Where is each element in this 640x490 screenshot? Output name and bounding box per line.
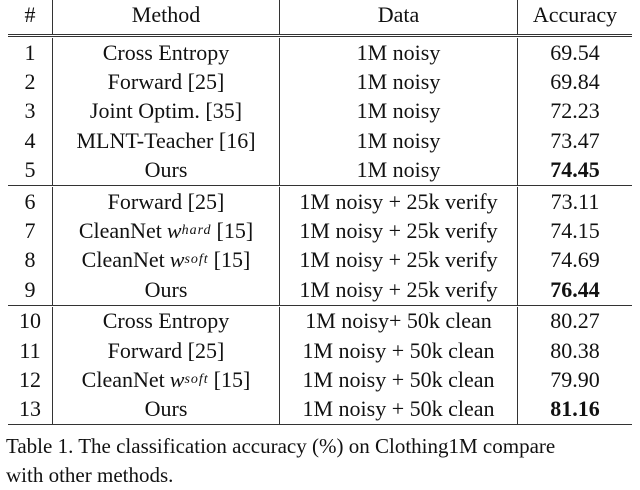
row-number: 9: [8, 275, 53, 304]
accuracy-value: 72.23: [550, 98, 600, 124]
accuracy-value: 69.54: [550, 39, 600, 65]
divider: [518, 30, 632, 34]
method-name: Forward [25]: [107, 337, 225, 363]
results-table: [8, 0, 632, 425]
data-cell: 1M noisy + 25k verify: [280, 246, 518, 275]
accuracy-cell: [518, 126, 632, 155]
row-number: 3: [8, 97, 53, 126]
accuracy-value: 69.84: [550, 69, 600, 95]
math-variable: w: [166, 218, 182, 244]
method-name: CleanNet: [81, 366, 165, 392]
data-cell: 1M noisy: [280, 67, 518, 96]
math-variable: w: [169, 247, 185, 273]
row-number: 13: [8, 395, 53, 424]
method-ref: [15]: [216, 218, 254, 244]
table-group: [8, 37, 632, 185]
accuracy-value: 80.38: [550, 337, 600, 363]
method-cell: [53, 246, 280, 275]
row-number: 7: [8, 216, 53, 245]
table-row: [8, 126, 632, 155]
accuracy-cell: [518, 216, 632, 245]
data-cell: 1M noisy + 25k verify: [280, 187, 518, 216]
divider: [8, 30, 53, 34]
method-name: Ours: [144, 396, 188, 422]
table-caption: [6, 432, 640, 490]
table-group: [8, 305, 632, 425]
method-cell: [53, 275, 280, 304]
row-number: 10: [8, 307, 53, 336]
row-number: 5: [8, 156, 53, 185]
table-body: [8, 37, 632, 425]
data-cell: 1M noisy: [280, 126, 518, 155]
method-cell: [53, 187, 280, 216]
data-cell: 1M noisy: [280, 97, 518, 126]
method-name: Ours: [144, 157, 188, 183]
row-number: 11: [8, 336, 53, 365]
math-subscript: soft: [184, 371, 209, 387]
row-number: 4: [8, 126, 53, 155]
method-cell: [53, 216, 280, 245]
data-cell: 1M noisy+ 50k clean: [280, 307, 518, 336]
method-cell: [53, 38, 280, 67]
method-name: Ours: [144, 276, 188, 302]
table-row: [8, 246, 632, 275]
method-name: Cross Entropy: [102, 308, 230, 334]
accuracy-cell: [518, 307, 632, 336]
table-row: [8, 275, 632, 304]
table-row: [8, 156, 632, 185]
header-separator: [8, 30, 632, 34]
caption-line-1: Table 1. The classification accuracy (%) on Clothing1M compare: [6, 434, 556, 458]
header-num: #: [8, 0, 53, 30]
row-number: 1: [8, 38, 53, 67]
accuracy-value: 74.15: [550, 218, 600, 244]
accuracy-cell: [518, 395, 632, 424]
method-ref: [15]: [213, 247, 251, 273]
row-number: 2: [8, 67, 53, 96]
method-name: CleanNet: [78, 218, 162, 244]
math-variable: w: [169, 366, 185, 392]
table-group: [8, 185, 632, 305]
method-name: Joint Optim. [35]: [89, 98, 243, 124]
method-cell: [53, 126, 280, 155]
accuracy-cell: [518, 365, 632, 394]
accuracy-value: 80.27: [550, 308, 600, 334]
accuracy-cell: [518, 97, 632, 126]
row-number: 8: [8, 246, 53, 275]
accuracy-cell: [518, 187, 632, 216]
accuracy-cell: [518, 38, 632, 67]
accuracy-cell: [518, 336, 632, 365]
method-cell: [53, 67, 280, 96]
row-number: 6: [8, 187, 53, 216]
header-data: Data: [280, 0, 518, 30]
table-row: [8, 395, 632, 424]
accuracy-best: 76.44: [550, 276, 600, 302]
table-row: [8, 307, 632, 336]
data-cell: 1M noisy: [280, 156, 518, 185]
table-row: [8, 336, 632, 365]
accuracy-cell: [518, 275, 632, 304]
method-cell: [53, 97, 280, 126]
method-cell: [53, 336, 280, 365]
divider: [280, 30, 518, 34]
method-cell: [53, 365, 280, 394]
header-accuracy: Accuracy: [532, 2, 618, 27]
table-row: [8, 38, 632, 67]
method-cell: [53, 307, 280, 336]
table-row: [8, 187, 632, 216]
header-method: Method: [53, 0, 280, 30]
math-subscript: hard: [181, 223, 212, 239]
accuracy-cell: [518, 156, 632, 185]
accuracy-value: 74.69: [550, 247, 600, 273]
table-row: [8, 216, 632, 245]
table-row: [8, 97, 632, 126]
method-name: Cross Entropy: [102, 39, 230, 65]
accuracy-cell: [518, 246, 632, 275]
math-subscript: soft: [184, 252, 209, 268]
accuracy-cell: [518, 67, 632, 96]
table-row: [8, 365, 632, 394]
data-cell: 1M noisy + 25k verify: [280, 275, 518, 304]
method-cell: [53, 156, 280, 185]
data-cell: 1M noisy: [280, 38, 518, 67]
accuracy-best: 74.45: [550, 157, 600, 183]
method-name: CleanNet: [81, 247, 165, 273]
data-cell: 1M noisy + 50k clean: [280, 336, 518, 365]
accuracy-best: 81.16: [550, 396, 600, 422]
row-number: 12: [8, 365, 53, 394]
method-cell: [53, 395, 280, 424]
data-cell: 1M noisy + 50k clean: [280, 395, 518, 424]
accuracy-value: 73.11: [550, 188, 600, 214]
method-ref: [15]: [213, 366, 251, 392]
divider: [53, 30, 280, 34]
data-cell: 1M noisy + 50k clean: [280, 365, 518, 394]
table-header-row: [8, 0, 632, 30]
accuracy-value: 79.90: [550, 366, 600, 392]
data-cell: 1M noisy + 25k verify: [280, 216, 518, 245]
caption-line-2: with other methods.: [6, 463, 174, 487]
method-name: Forward [25]: [107, 188, 225, 214]
method-name: MLNT-Teacher [16]: [76, 127, 256, 153]
accuracy-value: 73.47: [550, 127, 600, 153]
method-name: Forward [25]: [107, 69, 225, 95]
bottom-rule: [8, 424, 632, 425]
table-row: [8, 67, 632, 96]
